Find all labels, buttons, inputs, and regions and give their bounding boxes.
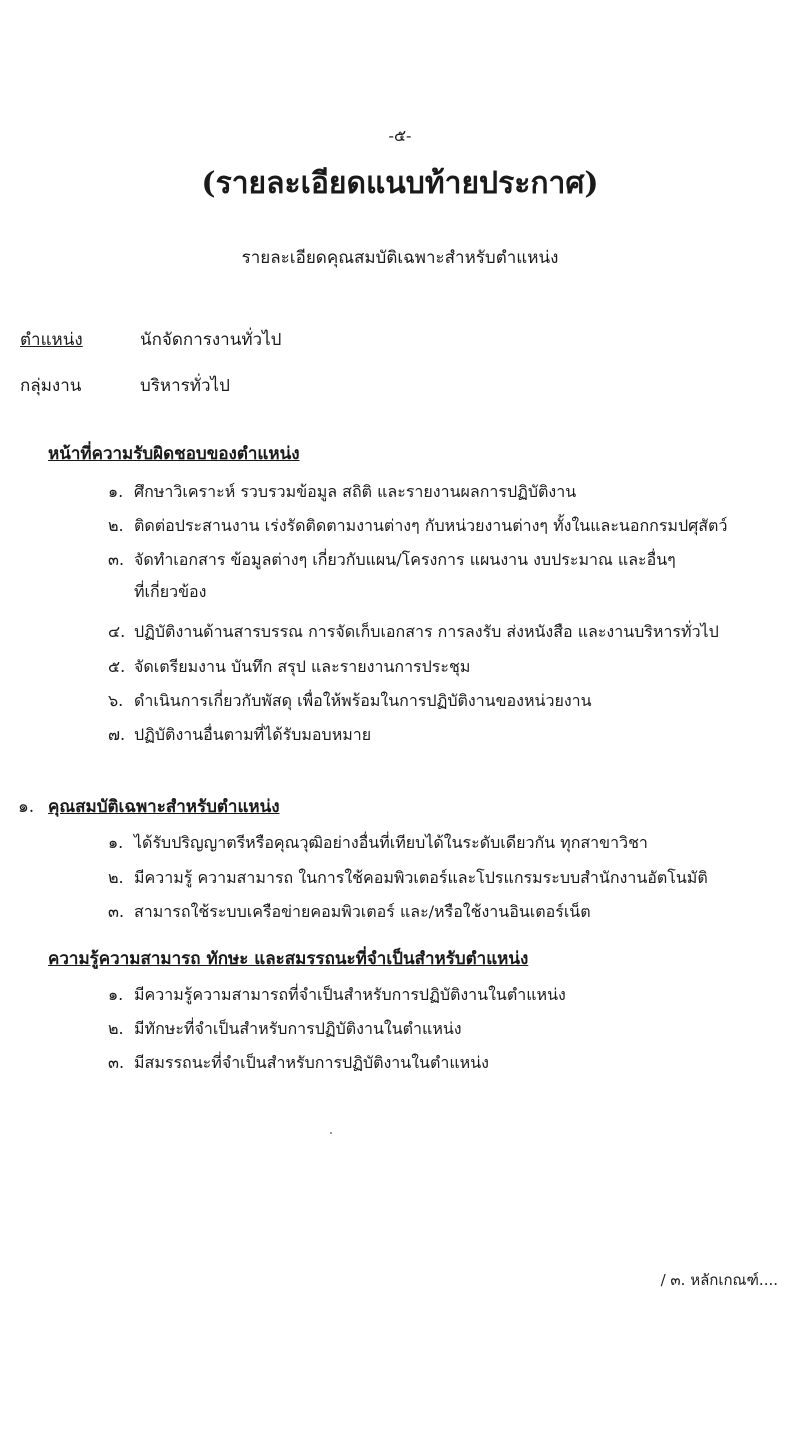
group-value: บริหารทั่วไป — [140, 376, 230, 396]
list-item: ๓. มีสมรรถนะที่จำเป็นสำหรับการปฏิบัติงานในตำแหน่ง — [108, 1053, 489, 1072]
list-item: ๔. ปฏิบัติงานด้านสารบรรณ การจัดเก็บเอกสาร การลงรับ ส่งหนังสือ และงานบริหารทั่วไป — [108, 622, 719, 641]
document-subtitle: รายละเอียดคุณสมบัติเฉพาะสำหรับตำแหน่ง — [241, 248, 559, 268]
list-item: ๖. ดำเนินการเกี่ยวกับพัสดุ เพื่อให้พร้อมในการปฏิบัติงานของหน่วยงาน — [108, 691, 592, 710]
list-item: ๕. จัดเตรียมงาน บันทึก สรุป และรายงานการประชุม — [108, 657, 471, 676]
list-item: ๑. ศึกษาวิเคราะห์ รวบรวมข้อมูล สถิติ และรายงานผลการปฏิบัติงาน — [108, 482, 577, 501]
position-value: นักจัดการงานทั่วไป — [140, 330, 282, 350]
qualifications-section-number: ๑. — [18, 797, 35, 817]
list-item-continuation: ที่เกี่ยวข้อง — [134, 582, 207, 601]
list-item: ๗. ปฏิบัติงานอื่นตามที่ได้รับมอบหมาย — [108, 725, 372, 744]
position-label: ตำแหน่ง — [20, 330, 83, 350]
list-item: ๒. ติดต่อประสานงาน เร่งรัดติดตามงานต่างๆ กับหน่วยงานต่างๆ ทั้งในและนอกกรมปศุสัตว์ — [108, 516, 728, 535]
duties-heading: หน้าที่ความรับผิดชอบของตำแหน่ง — [48, 444, 300, 464]
page-number: -๕- — [388, 126, 412, 145]
qualifications-heading: คุณสมบัติเฉพาะสำหรับตำแหน่ง — [48, 797, 280, 817]
list-item: ๑. มีความรู้ความสามารถที่จำเป็นสำหรับการปฏิบัติงานในตำแหน่ง — [108, 985, 566, 1004]
list-item: ๒. มีความรู้ ความสามารถ ในการใช้คอมพิวเตอร์และโปรแกรมระบบสำนักงานอัตโนมัติ — [108, 868, 708, 887]
list-item: ๓. จัดทำเอกสาร ข้อมูลต่างๆ เกี่ยวกับแผน/โครงการ แผนงาน งบประมาณ และอื่นๆ — [108, 550, 676, 569]
list-item: ๑. ได้รับปริญญาตรีหรือคุณวุฒิอย่างอื่นที่เทียบได้ในระดับเดียวกัน ทุกสาขาวิชา — [108, 833, 648, 852]
list-item: ๓. สามารถใช้ระบบเครือข่ายคอมพิวเตอร์ และ/หรือใช้งานอินเตอร์เน็ต — [108, 902, 591, 921]
group-label: กลุ่มงาน — [20, 376, 82, 396]
document-title: (รายละเอียดแนบท้ายประกาศ) — [201, 166, 599, 201]
list-item: ๒. มีทักษะที่จำเป็นสำหรับการปฏิบัติงานในตำแหน่ง — [108, 1019, 462, 1038]
competencies-heading: ความรู้ความสามารถ ทักษะ และสมรรถนะที่จำเป็นสำหรับตำแหน่ง — [48, 949, 529, 969]
scan-speck — [330, 1132, 332, 1134]
continuation-footer: / ๓. หลักเกณฑ์.... — [660, 1271, 778, 1289]
